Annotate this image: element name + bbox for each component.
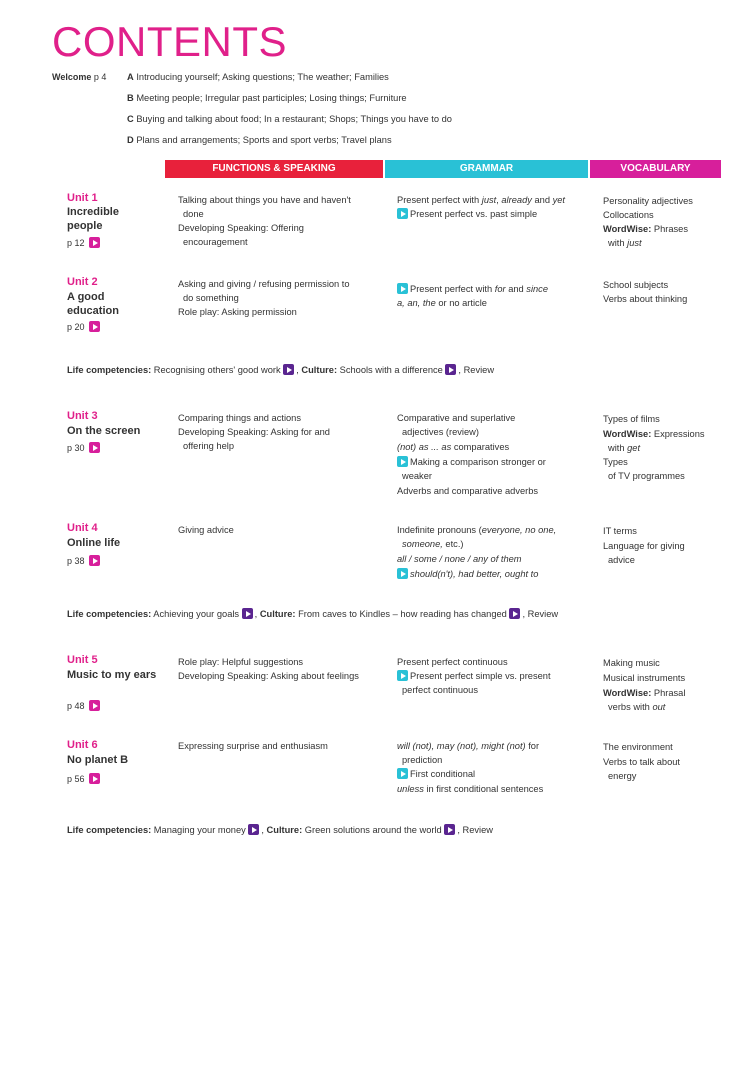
page-title: CONTENTS bbox=[52, 18, 287, 65]
play-icon[interactable] bbox=[397, 456, 408, 467]
header-grammar: GRAMMAR bbox=[385, 160, 588, 178]
life-competencies-3: Life competencies: Managing your money , Culture: Green solutions around the world , Review bbox=[67, 825, 493, 835]
unit-4-vocabulary: IT terms Language for giving advice bbox=[603, 526, 685, 565]
unit-3-label: Unit 3 bbox=[67, 410, 98, 422]
unit-1-grammar: Present perfect with just, already and yet Present perfect vs. past simple bbox=[397, 195, 565, 219]
unit-1-vocabulary: Personality adjectives Collocations WordWise: Phrases with just bbox=[603, 196, 693, 248]
play-icon[interactable] bbox=[242, 608, 253, 619]
unit-5-page[interactable]: p 48 bbox=[67, 700, 102, 711]
play-icon[interactable] bbox=[397, 283, 408, 294]
unit-4-name: Online life bbox=[67, 537, 121, 549]
play-icon[interactable] bbox=[283, 364, 294, 375]
unit-3-grammar: Comparative and superlative adjectives (review) (not) as ... as comparatives Making a comparison stronger or weaker Adverbs and comparative adverbs bbox=[397, 413, 546, 496]
unit-5-label: Unit 5 bbox=[67, 654, 98, 666]
play-icon[interactable] bbox=[445, 364, 456, 375]
unit-2-vocabulary: School subjects Verbs about thinking bbox=[603, 280, 688, 304]
play-icon[interactable] bbox=[397, 208, 408, 219]
unit-3-vocabulary: Types of films WordWise: Expressions with get Types of TV programmes bbox=[603, 414, 705, 481]
life-competencies-2: Life competencies: Achieving your goals , Culture: From caves to Kindles – how reading has changed , Review bbox=[67, 609, 559, 619]
unit-6-name: No planet B bbox=[67, 754, 129, 766]
welcome-line-c: C Buying and talking about food; In a restaurant; Shops; Things you have to do bbox=[127, 114, 452, 124]
header-functions: FUNCTIONS & SPEAKING bbox=[165, 160, 383, 178]
unit-6-functions: Expressing surprise and enthusiasm bbox=[178, 741, 328, 751]
header-vocabulary: VOCABULARY bbox=[590, 160, 721, 178]
play-icon[interactable] bbox=[444, 824, 455, 835]
unit-1-functions: Talking about things you have and haven't done Developing Speaking: Offering encouragement bbox=[178, 195, 351, 247]
unit-2-functions: Asking and giving / refusing permission to do something Role play: Asking permission bbox=[178, 279, 350, 317]
play-icon[interactable] bbox=[89, 700, 100, 711]
unit-4-functions: Giving advice bbox=[178, 525, 234, 535]
unit-2-page[interactable]: p 20 bbox=[67, 321, 102, 332]
unit-5-vocabulary: Making music Musical instruments WordWise: Phrasal verbs with out bbox=[603, 658, 686, 712]
unit-5-name: Music to my ears bbox=[67, 669, 157, 681]
unit-5-grammar: Present perfect continuous Present perfect simple vs. present perfect continuous bbox=[397, 657, 551, 695]
unit-2-grammar: Present perfect with for and since a, an, the or no article bbox=[397, 284, 549, 308]
unit-4-label: Unit 4 bbox=[67, 522, 98, 534]
unit-1-label: Unit 1 bbox=[67, 192, 98, 204]
welcome-line-b: B Meeting people; Irregular past participles; Losing things; Furniture bbox=[127, 93, 407, 103]
welcome-label: Welcome p 4 bbox=[52, 72, 107, 82]
unit-6-grammar: will (not), may (not), might (not) for prediction First conditional unless in first conditional sentences bbox=[397, 741, 544, 794]
unit-1-name: Incredible people bbox=[67, 206, 119, 232]
unit-2-name: A good education bbox=[67, 291, 119, 317]
play-icon[interactable] bbox=[248, 824, 259, 835]
unit-2-label: Unit 2 bbox=[67, 276, 98, 288]
play-icon[interactable] bbox=[89, 237, 100, 248]
unit-6-page[interactable]: p 56 bbox=[67, 773, 102, 784]
play-icon[interactable] bbox=[397, 768, 408, 779]
unit-4-grammar: Indefinite pronouns (everyone, no one, someone, etc.) all / some / none / any of them should(n't), had better, ought to bbox=[397, 525, 557, 579]
welcome-line-d: D Plans and arrangements; Sports and sport verbs; Travel plans bbox=[127, 135, 392, 145]
unit-3-functions: Comparing things and actions Developing Speaking: Asking for and offering help bbox=[178, 413, 330, 451]
unit-6-vocabulary: The environment Verbs to talk about energy bbox=[603, 742, 681, 781]
play-icon[interactable] bbox=[89, 442, 100, 453]
life-competencies-1: Life competencies: Recognising others' good work , Culture: Schools with a difference , Review bbox=[67, 365, 495, 375]
play-icon[interactable] bbox=[89, 773, 100, 784]
unit-4-page[interactable]: p 38 bbox=[67, 555, 102, 566]
unit-5-functions: Role play: Helpful suggestions Developing Speaking: Asking about feelings bbox=[178, 657, 359, 681]
welcome-line-a: A Introducing yourself; Asking questions; The weather; Families bbox=[127, 72, 389, 82]
play-icon[interactable] bbox=[89, 321, 100, 332]
unit-6-label: Unit 6 bbox=[67, 739, 98, 751]
unit-3-name: On the screen bbox=[67, 425, 141, 437]
play-icon[interactable] bbox=[397, 670, 408, 681]
play-icon[interactable] bbox=[397, 568, 408, 579]
unit-3-page[interactable]: p 30 bbox=[67, 442, 102, 453]
unit-1-page[interactable]: p 12 bbox=[67, 237, 102, 248]
play-icon[interactable] bbox=[89, 555, 100, 566]
play-icon[interactable] bbox=[509, 608, 520, 619]
